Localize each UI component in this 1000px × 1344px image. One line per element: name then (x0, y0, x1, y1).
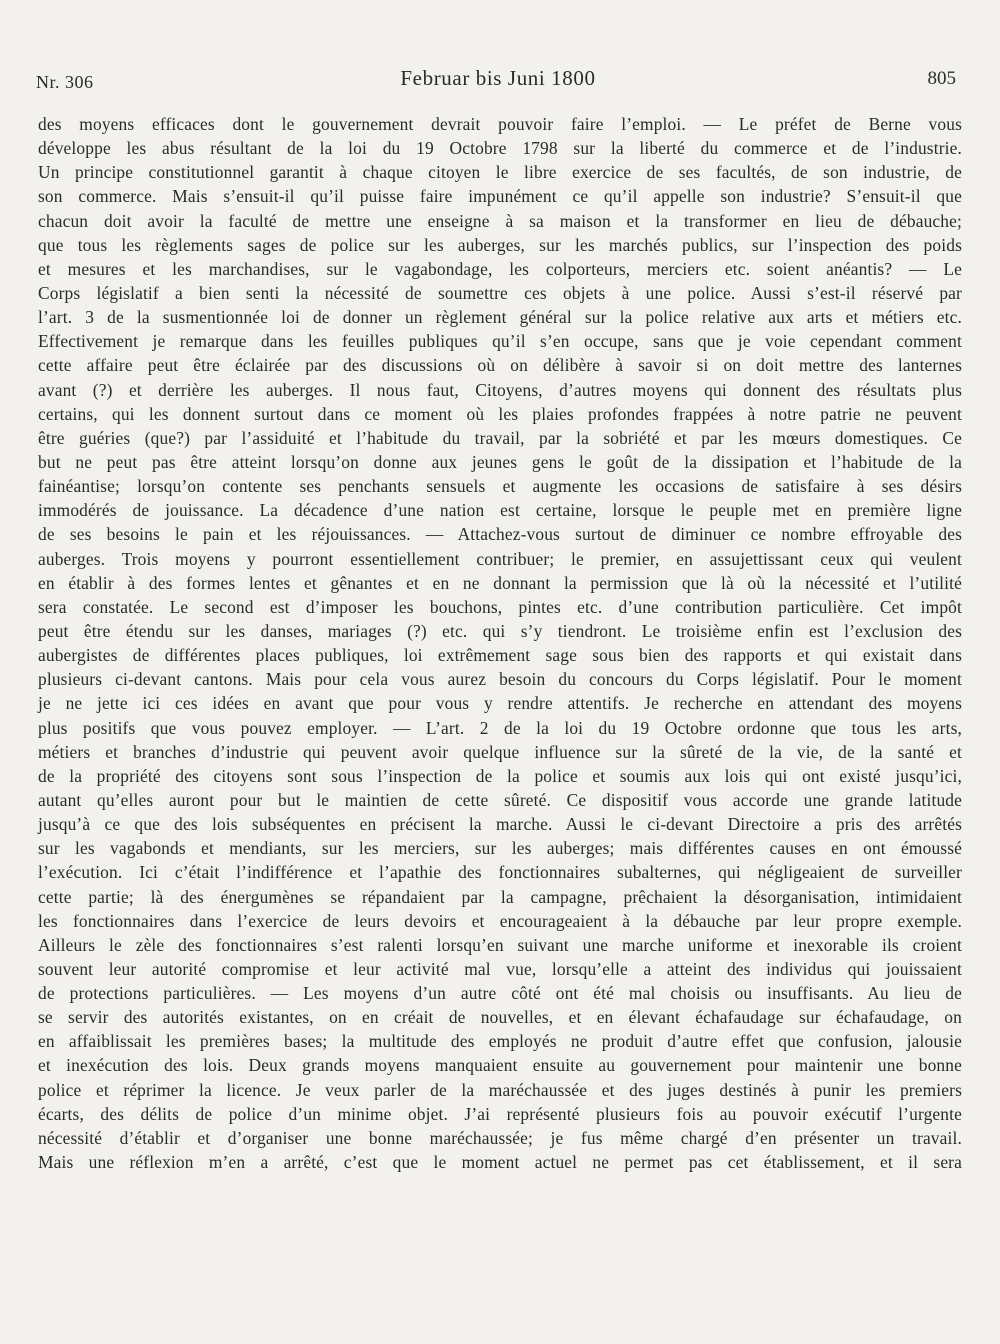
text-line: de la propriété des citoyens sont sous l’inspection de la police et soumis aux lois qui ont existé jusqu’ici, (38, 765, 962, 786)
text-line: peut être étendu sur les danses, mariages (?) etc. qui s’y tiendront. Le troisième enfin est l’exclusion des (38, 620, 962, 641)
page-number: 805 (927, 68, 956, 89)
text-line: son commerce. Mais s’ensuit-il qu’il puisse faire impunément ce qu’il appelle son industrie? S’ensuit-il que (38, 186, 962, 207)
running-title: Februar bis Juni 1800 (400, 66, 596, 90)
text-line: Corps législatif a bien senti la nécessité de soumettre ces objets à une police. Aussi s’est-il réservé par (38, 282, 962, 303)
text-line: fainéantise; lorsqu’on contente ses penchants sensuels et augmente les occasions de satisfaire à ses désirs (38, 476, 962, 497)
text-line: métiers et branches d’industrie qui peuvent avoir quelque influence sur la sûreté de la vie, de la santé et (38, 741, 962, 762)
text-line: les fonctionnaires dans l’exercice de leurs devoirs et encourageaient à la débauche par leur propre exemple. (38, 910, 962, 931)
text-line: auberges. Trois moyens y pourront essentiellement contribuer; le premier, en assujettissant ceux qui veulent (38, 548, 962, 569)
text-line: plusieurs ci-devant cantons. Mais pour cela vous aurez besoin du concours du Corps législatif. Pour le moment (38, 669, 962, 690)
text-line: être guéries (que?) par l’assiduité et l’habitude du travail, par la sobriété et par les mœurs domestiques. Ce (38, 427, 962, 448)
text-line: but ne peut pas être atteint lorsqu’on donne aux jeunes gens le goût de la dissipation et l’habitude de la (38, 451, 962, 472)
text-line: aubergistes de différentes places publiques, loi extrêmement sage sous bien des rapports et qui existait dans (38, 645, 962, 666)
text-line: et mesures et les marchandises, sur le vagabondage, les colporteurs, merciers etc. soient anéantis? — Le (38, 258, 962, 279)
text-line: sera constatée. Le second est d’imposer les bouchons, pintes etc. d’une contribution particulière. Cet impôt (38, 596, 962, 617)
text-line: en affaiblissait les premières bases; la multitude des employés ne produit d’autre effet que confusion, jalousie (38, 1031, 962, 1052)
text-line: je ne jette ici ces idées en avant que pour vous y rendre attentifs. Je recherche en attendant des moyens (38, 693, 962, 714)
text-line: en établir à des formes lentes et gênantes et en ne donnant la permission que là où la nécessité et l’utilité (38, 572, 962, 593)
text-line: plus positifs que vous pouvez employer. — L’art. 2 de la loi du 19 Octobre ordonne que tous les arts, (38, 717, 962, 738)
text-line: chacun doit avoir la faculté de mettre une enseigne à sa maison et la transformer en lieu de débauche; (38, 210, 962, 231)
text-line: de protections particulières. — Les moyens d’un autre côté ont été mal choisis ou insuffisants. Au lieu de (38, 983, 962, 1004)
text-line: Mais une réflexion m’en a arrêté, c’est que le moment actuel ne permet pas cet établissement, et il sera (38, 1152, 962, 1173)
text-line: développe les abus résultant de la loi du 19 Octobre 1798 sur la liberté du commerce et de l’industrie. (38, 138, 962, 159)
text-line: se servir des autorités existantes, on en créait de nouvelles, et en élevant échafaudage sur échafaudage, on (38, 1007, 962, 1028)
document-number: Nr. 306 (36, 72, 94, 92)
text-line: de ses besoins le pain et les réjouissances. — Attachez-vous surtout de diminuer ce nombre effroyable des (38, 524, 962, 545)
text-line: police et réprimer la licence. Je veux parler de la maréchaussée et des juges destinés à punir les premiers (38, 1079, 962, 1100)
text-line: l’art. 3 de la susmentionnée loi de donner un règlement général sur la police relative aux arts et métiers etc. (38, 307, 962, 328)
body-text (38, 112, 962, 1174)
text-line: immodérés de jouissance. La décadence d’une nation est certaine, lorsque le peuple met en première ligne (38, 500, 962, 521)
text-line: que tous les règlements sages de police sur les auberges, sur les marchés publics, sur l’inspection des poids (38, 234, 962, 255)
text-line: Un principe constitutionnel garantit à chaque citoyen le libre exercice de ses facultés, de son industrie, de (38, 162, 962, 183)
text-line: souvent leur autorité compromise et leur activité mal vue, lorsqu’elle a atteint des individus qui jouissaient (38, 958, 962, 979)
text-line: Effectivement je remarque dans les feuilles publiques qu’il s’en occupe, sans que je voie cependant comment (38, 331, 962, 352)
text-line: écarts, des délits de police d’un minime objet. J’ai représenté plusieurs fois au pouvoir exécutif l’urgente (38, 1103, 962, 1124)
text-line: certains, qui les donnent surtout dans ce moment où les plaies profondes frappées à notre patrie ne peuvent (38, 403, 962, 424)
text-line: l’exécution. Ici c’était l’indifférence et l’apathie des fonctionnaires subalternes, qui négligeaient de surveiller (38, 862, 962, 883)
text-line: Ailleurs le zèle des fonctionnaires s’est ralenti lorsqu’en suivant une marche uniforme et inexorable ils croient (38, 934, 962, 955)
text-line: des moyens efficaces dont le gouvernement devrait pouvoir faire l’emploi. — Le préfet de Berne vous (38, 114, 962, 134)
text-line: avant (?) et derrière les auberges. Il nous faut, Citoyens, d’autres moyens qui donnent des résultats plus (38, 379, 962, 400)
text-line: cette affaire peut être éclairée par des discussions où on délibère à savoir si on doit mettre des lanternes (38, 355, 962, 376)
page-header (36, 66, 960, 96)
text-line: jusqu’à ce que des lois subséquentes en précisent la marche. Aussi le ci-devant Directoire a pris des arrêtés (38, 814, 962, 835)
text-line: sur les vagabonds et mendiants, sur les merciers, sur les auberges; mais différentes causes en ont émoussé (38, 838, 962, 859)
text-line: et inexécution des lois. Deux grands moyens manquaient ensuite au gouvernement pour maintenir une bonne (38, 1055, 962, 1076)
text-line: cette partie; là des énergumènes se répandaient par la campagne, prêchaient la désorganisation, intimidaient (38, 886, 962, 907)
text-line: autant qu’elles auront pour but le maintien de cette sûreté. Ce dispositif vous accorde une grande latitude (38, 789, 962, 810)
text-line: nécessité d’établir et d’organiser une bonne maréchaussée; je fus même chargé d’en présenter un travail. (38, 1127, 962, 1148)
